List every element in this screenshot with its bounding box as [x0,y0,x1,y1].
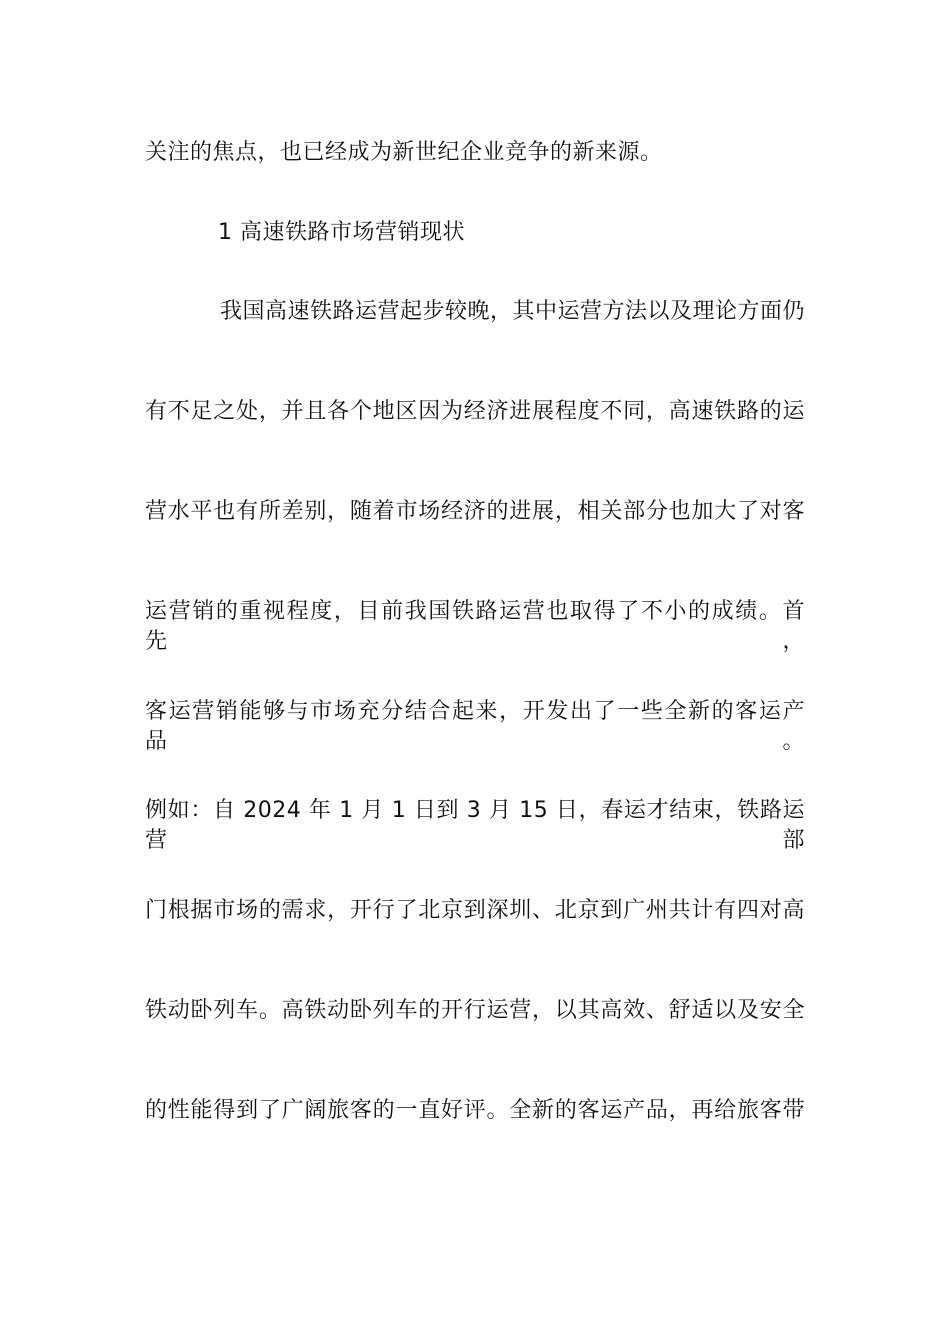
paragraph-line: 关注的焦点，也已经成为新世纪企业竞争的新来源。 [145,140,663,165]
section-heading: 1 高速铁路市场营销现状 [218,220,465,245]
paragraph-line: 我国高速铁路运营起步较晚，其中运营方法以及理论方面仍 [220,299,806,324]
paragraph-line: 有不足之处，并且各个地区因为经济进展程度不同，高速铁路的运 [145,399,805,424]
paragraph-line: 铁动卧列车。高铁动卧列车的开行运营，以其高效、舒适以及安全 [145,998,805,1023]
paragraph-line: 运营销的重视程度，目前我国铁路运营也取得了不小的成绩。首先， [145,599,805,654]
paragraph-line: 客运营销能够与市场充分结合起来，开发出了一些全新的客运产品。 [145,699,805,754]
paragraph-line: 门根据市场的需求，开行了北京到深圳、北京到广州共计有四对高 [145,898,805,923]
paragraph-line: 的性能得到了广阔旅客的一直好评。全新的客运产品，再给旅客带 [145,1098,805,1123]
paragraph-line: 例如：自 2024 年 1 月 1 日到 3 月 15 日，春运才结束，铁路运营部 [145,798,805,853]
paragraph-line: 营水平也有所差别，随着市场经济的进展，相关部分也加大了对客 [145,499,805,524]
